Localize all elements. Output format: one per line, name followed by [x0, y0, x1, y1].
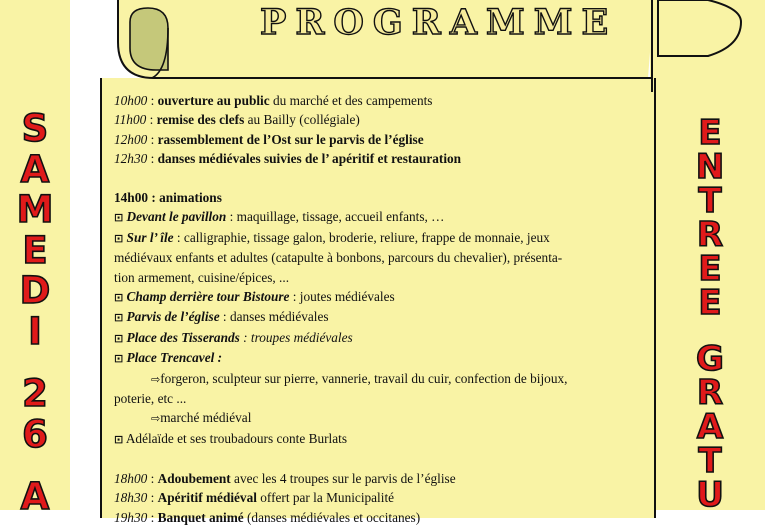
schedule-line-evening-3: 19h30 : Banquet animé (danses médiévales et occitanes) — [114, 509, 421, 525]
animation-ile-cont: médiévaux enfants et adultes (catapulte à bonbons, parcours du chevalier), présenta- — [114, 250, 563, 266]
banner-letter: N — [695, 147, 725, 187]
animation-trencavel: ⊡ Place Trencavel : — [114, 350, 223, 366]
boxed-dot-icon: ⊡ — [114, 311, 124, 325]
banner-letter: T — [698, 181, 722, 221]
boxed-dot-icon: ⊡ — [114, 291, 124, 305]
left-banner-column — [0, 0, 70, 518]
banner-letter: E — [698, 113, 722, 153]
banner-letter: T — [698, 441, 722, 481]
boxed-dot-icon: ⊡ — [114, 331, 124, 345]
banner-letter: D — [19, 269, 51, 312]
banner-letter: U — [696, 475, 724, 515]
banner-letter: I — [28, 309, 42, 353]
schedule-line-morning-3: 12h00 : rassemblement de l’Ost sur le parvis de l’église — [114, 131, 424, 147]
banner-letter: E — [698, 283, 722, 323]
right-vertical-banner — [665, 113, 755, 515]
right-arrow-icon: ⇨ — [151, 412, 161, 426]
schedule-line-morning-1: 10h00 : ouverture au public du marché et des campements — [114, 93, 433, 108]
schedule-line-evening-1: 18h00 : Adoubement avec les 4 troupes sur le parvis de l’église — [114, 470, 456, 486]
banner-letter: 2 — [22, 372, 48, 415]
banner-letter: E — [22, 228, 48, 272]
animation-ile: ⊡ Sur l’ île : calligraphie, tissage galon, broderie, reliure, frappe de monnaie, jeux — [114, 229, 550, 245]
animation-ile-cont: tion armement, cuisine/épices, ... — [114, 269, 290, 285]
boxed-dot-icon: ⊡ — [114, 432, 124, 446]
banner-letter: A — [20, 475, 50, 518]
schedule-line-evening-2: 18h30 : Apéritif médiéval offert par la Municipalité — [114, 490, 395, 506]
animation-parvis: ⊡ Parvis de l’église : danses médiévales — [114, 309, 329, 325]
banner-letter: E — [698, 249, 722, 289]
banner-letter: R — [696, 373, 724, 413]
banner-letter: 6 — [22, 412, 48, 456]
banner-letter: R — [696, 215, 724, 255]
banner-letter: A — [696, 407, 724, 447]
animation-adelaide: ⊡ Adélaïde et ses troubadours conte Burlats — [114, 430, 347, 446]
boxed-dot-icon: ⊡ — [114, 231, 124, 245]
schedule-line-morning-4: 12h30 : danses médiévales suivies de l’ apéritif et restauration — [114, 151, 462, 167]
trencavel-line-3: ⇨marché médiéval — [151, 410, 252, 426]
trencavel-line-1: ⇨forgeron, sculpteur sur pierre, vannerie, travail du cuir, confection de bijoux, — [151, 370, 568, 386]
boxed-dot-icon: ⊡ — [114, 211, 124, 225]
trencavel-line-2: poterie, etc ... — [114, 391, 187, 407]
banner-letter: A — [20, 147, 50, 191]
banner-letter: S — [21, 107, 49, 150]
animation-champ: ⊡ Champ derrière tour Bistoure : joutes médiévales — [114, 289, 395, 305]
afternoon-heading: 14h00 : animations — [114, 190, 222, 206]
page-title: PROGRAMME — [260, 2, 618, 43]
boxed-dot-icon: ⊡ — [114, 352, 124, 366]
banner-letter: M — [16, 188, 54, 231]
programme-content — [114, 91, 654, 527]
banner-letter: G — [696, 339, 724, 379]
animation-tisserands: ⊡ Place des Tisserands : troupes médiévales — [114, 329, 353, 345]
left-vertical-banner — [2, 107, 68, 519]
right-arrow-icon: ⇨ — [151, 372, 161, 386]
schedule-line-morning-2: 11h00 : remise des clefs au Bailly (collégiale) — [114, 112, 360, 128]
animation-pavillon: ⊡ Devant le pavillon : maquillage, tissage, accueil enfants, … — [114, 209, 445, 225]
